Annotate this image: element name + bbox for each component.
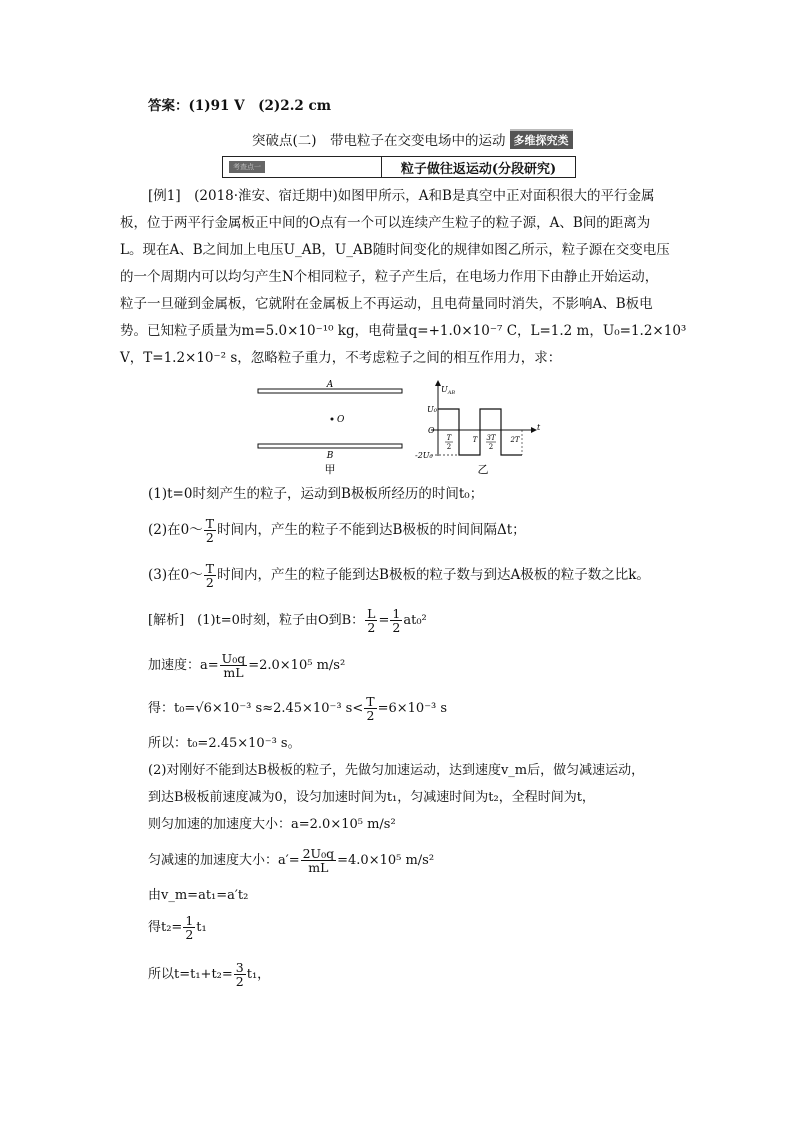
figure-jia xyxy=(255,378,405,476)
solution-line-7: 则匀加速的加速度大小：a=2.0×10⁵ m/s² xyxy=(148,817,396,832)
question-2: (2)在0～ $\frac{T}{2}$ 时间内，产生的粒子不能到达B极板的时间间隔Δt； xyxy=(148,516,526,545)
problem-line: L。现在A、B之间加上电压U_AB，U_AB随时间变化的规律如图乙所示，粒子源在交变电压 xyxy=(120,242,670,258)
answer-text: (1)91 V (2)2.2 cm xyxy=(188,98,331,114)
neg-label: -2U₀ xyxy=(415,451,433,460)
figure-yi xyxy=(395,378,545,476)
section-title-text: 突破点(二) 带电粒子在交变电场中的运动 xyxy=(252,133,506,149)
point-o-label: O xyxy=(337,415,345,425)
tick-3t-num: 3T xyxy=(486,434,496,442)
origin-label: O xyxy=(428,426,435,435)
solution-line-2: 加速度：a= $\frac{\text{U₀q}}{mL}$ =2.0×10⁵ m/s² xyxy=(148,651,346,680)
t-label: t xyxy=(537,423,541,432)
solution-line-5: (2)对刚好不能到达B极板的粒子，先做匀加速运动，达到速度v_m后，做匀减速运动， xyxy=(148,763,645,778)
problem-line: 的一个周期内可以均匀产生N个相同粒子，粒子产生后，在电场力作用下由静止开始运动， xyxy=(120,269,659,285)
solution-line-4: 所以：t₀=2.45×10⁻³ s。 xyxy=(148,736,301,751)
solution-line-3: 得：t₀=√6×10⁻³ s≈2.45×10⁻³ s< $\frac{T}{2}$ =6×10⁻³ s xyxy=(148,694,448,723)
tick-half-t-num: T xyxy=(446,434,452,442)
tick-t: T xyxy=(472,436,478,444)
question-1: (1)t=0时刻产生的粒子，运动到B极板所经历的时间t₀； xyxy=(148,486,484,502)
problem-line: [例1] (2018·淮安、宿迁期中)如图甲所示，A和B是真空中正对面积很大的平行金属 xyxy=(148,188,655,204)
fraction: $\frac{T}{2}$ xyxy=(205,561,215,590)
tick-2t: 2T xyxy=(510,436,520,444)
plate-b xyxy=(258,444,402,448)
y-label: $U_{AB}$ xyxy=(441,385,456,396)
type-label: 粒子做往返运动(分段研究) xyxy=(381,157,575,177)
problem-line: 势。已知粒子质量为m=5.0×10⁻¹⁰ kg，电荷量q=+1.0×10⁻⁷ C，L=1.2 m，U₀=1.2×10³ xyxy=(120,323,687,339)
u0-label: U₀ xyxy=(427,405,437,414)
source-point xyxy=(331,418,334,421)
caption-jia: 甲 xyxy=(324,463,336,476)
problem-line: 粒子一旦碰到金属板，它就附在金属板上不再运动，且电荷量同时消失，不影响A、B板电 xyxy=(120,296,653,312)
type-tag: 考查点一 xyxy=(229,161,265,173)
caption-yi: 乙 xyxy=(477,463,489,476)
plate-a-label: A xyxy=(326,380,334,390)
solution-line-10: 得t₂= $\frac{1}{2}$ t₁ xyxy=(148,913,207,942)
tick-half-t-den: 2 xyxy=(446,443,452,451)
fraction: $\frac{T}{2}$ xyxy=(205,516,215,545)
tick-3t-den: 2 xyxy=(488,443,494,451)
solution-line-1: [解析] (1)t=0时刻，粒子由O到B： $\frac{L}{2}$ = $\frac{1}{2}$ at₀² xyxy=(148,606,427,635)
question-3: (3)在0～ $\frac{T}{2}$ 时间内，产生的粒子能到达B极板的粒子数与到达A极板的粒子数之比k。 xyxy=(148,561,650,590)
solution-line-6: 到达B极板前速度减为0，设匀加速时间为t₁，匀减速时间为t₂，全程时间为t， xyxy=(148,790,595,805)
section-title xyxy=(252,128,573,150)
section-badge: 多维探究类 xyxy=(510,129,573,149)
problem-line: V，T=1.2×10⁻² s，忽略粒子重力，不考虑粒子之间的相互作用力，求： xyxy=(120,350,562,366)
problem-line: 板，位于两平行金属板正中间的O点有一个可以连续产生粒子的粒子源，A、B间的距离为 xyxy=(120,215,651,231)
solution-line-8: 匀减速的加速度大小：a′= $\frac{\text{2U₀q}}{mL}$ =4.0×10⁵ m/s² xyxy=(148,846,435,875)
solution-line-9: 由v_m=at₁=a′t₂ xyxy=(148,888,249,903)
answer-label: 答案： xyxy=(148,98,189,114)
type-box xyxy=(222,156,576,178)
plate-b-label: B xyxy=(326,451,334,461)
answer-line xyxy=(148,96,754,116)
solution-line-11: 所以t=t₁+t₂= $\frac{3}{2}$ t₁， xyxy=(148,960,271,989)
